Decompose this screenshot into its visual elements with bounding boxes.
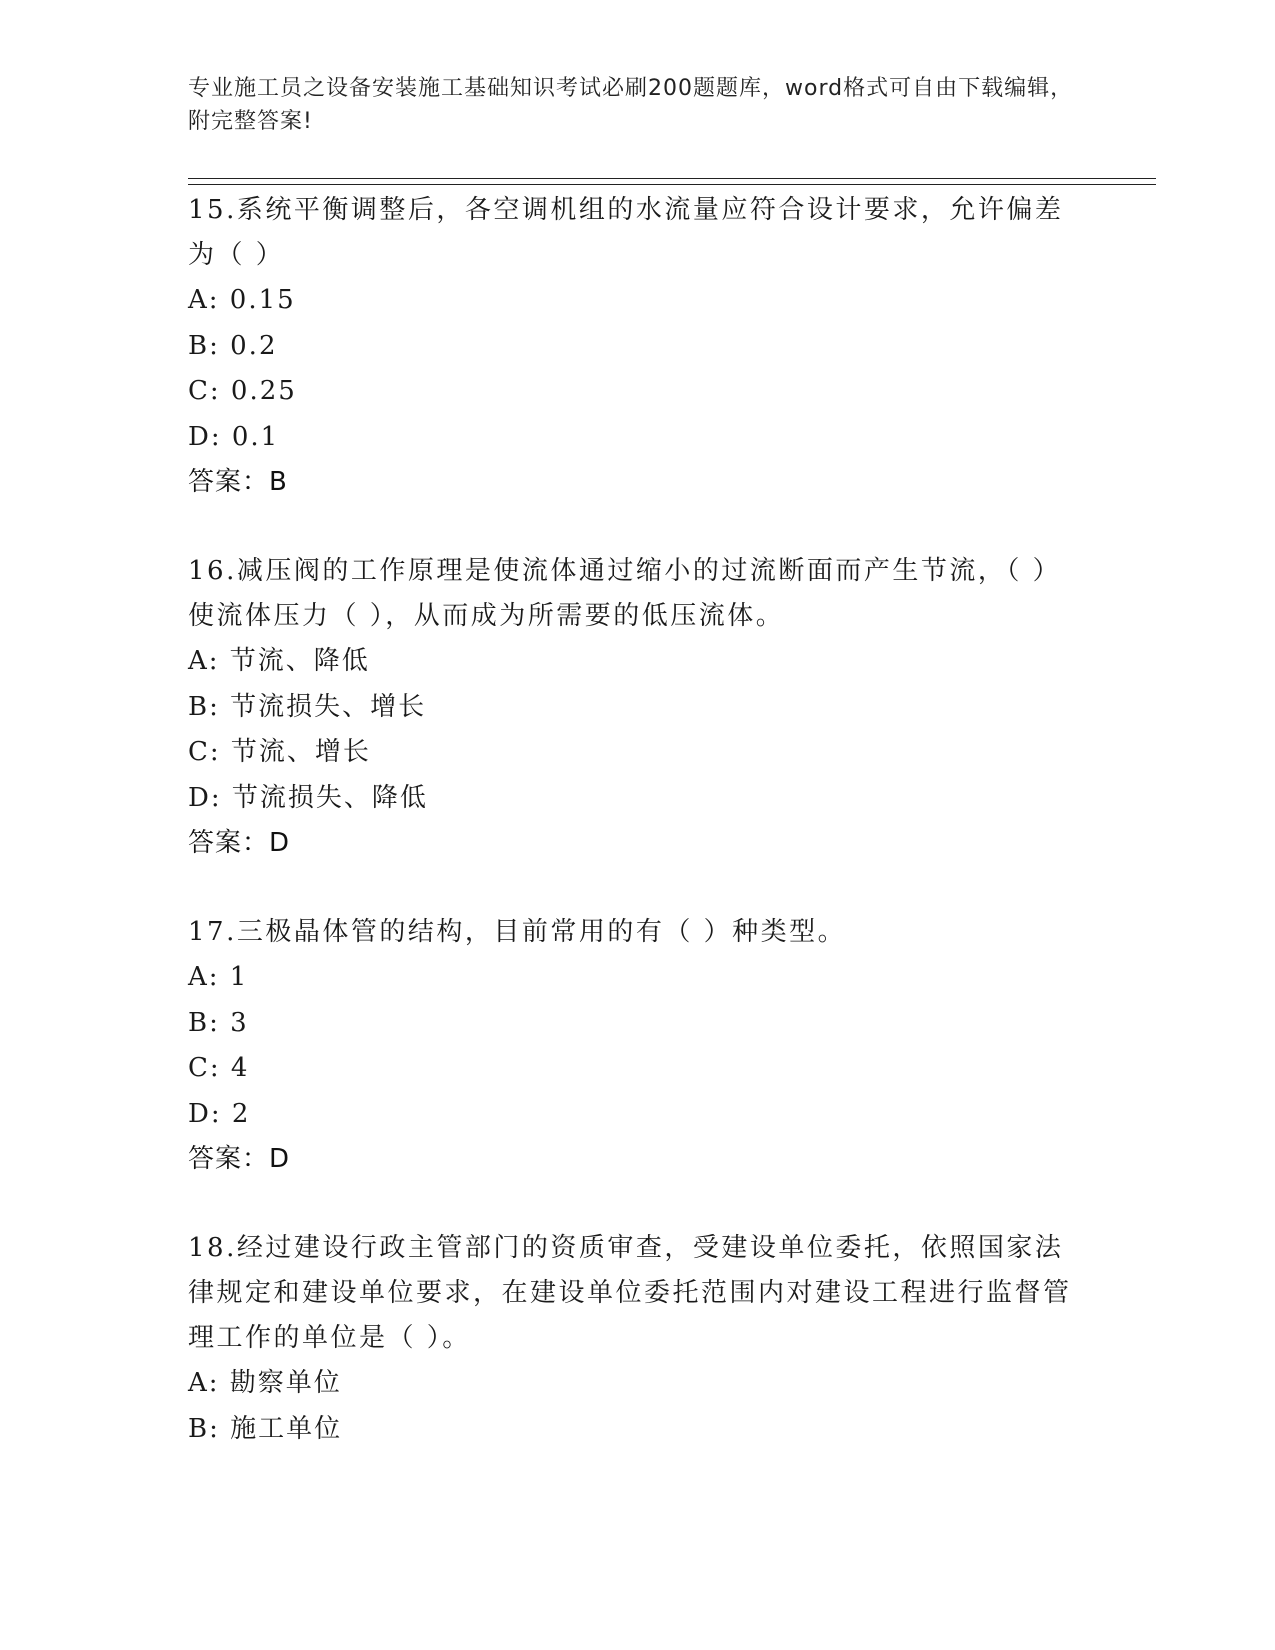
option-b: B: 0.2 [188,330,278,361]
question-text: 16.减压阀的工作原理是使流体通过缩小的过流断面而产生节流，（ ）使流体压力（ ），从而成为所需要的低压流体。 [188,556,1062,631]
question-text: 18.经过建设行政主管部门的资质审查，受建设单位委托，依照国家法律规定和建设单位要求，在建设单位委托范围内对建设工程进行监督管理工作的单位是（ ）。 [188,1233,1072,1353]
option-c: C: 4 [188,1053,250,1083]
header-divider [188,178,1156,185]
answer-line: 答案：D [188,1144,291,1174]
option-a: A: 勘察单位 [188,1368,342,1398]
answer-line: 答案：D [188,828,291,858]
question-18 [188,1226,1088,1452]
option-c: C: 节流、增长 [188,737,371,767]
option-d: D: 2 [188,1098,251,1129]
question-15 [188,188,1088,505]
question-list [188,188,1088,1496]
option-a: A: 1 [188,962,249,992]
question-17 [188,910,1088,1182]
answer-line: 答案：B [188,467,288,497]
option-a: A: 0.15 [188,285,296,315]
question-16 [188,549,1088,866]
question-text: 15.系统平衡调整后，各空调机组的水流量应符合设计要求，允许偏差为（ ） [188,195,1064,270]
page-header: 专业施工员之设备安装施工基础知识考试必刷200题题库，word格式可自由下载编辑，附完整答案! [188,76,1074,134]
option-b: B: 节流损失、增长 [188,691,427,722]
option-d: D: 0.1 [188,421,280,452]
option-a: A: 节流、降低 [188,646,370,676]
option-b: B: 施工单位 [188,1413,343,1444]
option-d: D: 节流损失、降低 [188,782,428,813]
question-text: 17.三极晶体管的结构，目前常用的有（ ）种类型。 [188,917,847,947]
option-b: B: 3 [188,1007,249,1038]
option-c: C: 0.25 [188,376,297,406]
